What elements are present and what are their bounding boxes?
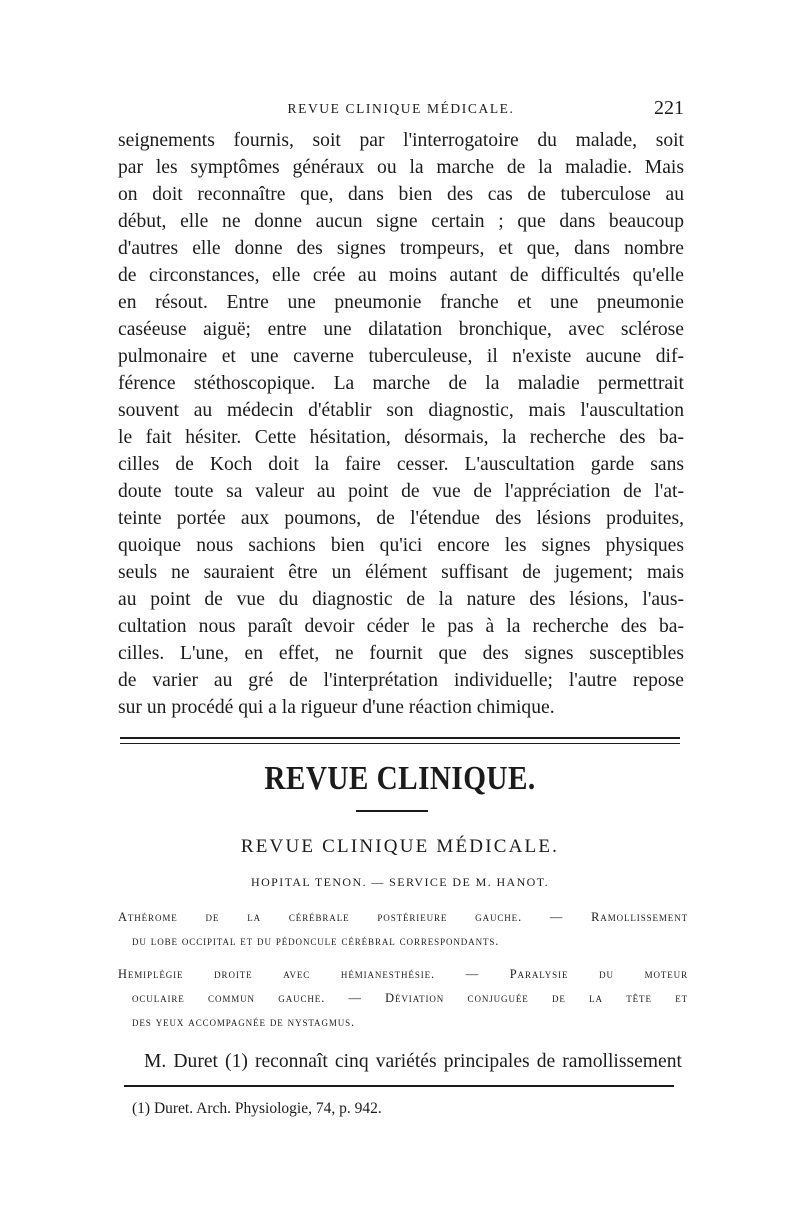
page-number: 221 [654,97,684,119]
body-paragraph [118,127,684,721]
case-title-line: Athérome de la cérébrale postérieure gauche. — Ramollissement [118,910,688,924]
section-title: REVUE CLINIQUE. [264,760,536,797]
body-line: le fait hésiter. Cette hésitation, désormais, la recherche des ba- [118,427,684,448]
running-title: REVUE CLINIQUE MÉDICALE. [287,101,515,116]
body-line: doute toute sa valeur au point de vue de l'appréciation de l'at- [118,481,684,502]
case-title [118,905,688,953]
body-line: seignements fournis, soit par l'interrogatoire du malade, soit [118,130,684,151]
footnote: (1) Duret. Arch. Physiologie, 74, p. 942. [132,1100,382,1117]
body-line: pulmonaire et une caverne tuberculeuse, il n'existe aucune dif- [118,346,684,367]
body-line: de varier au gré de l'interprétation individuelle; l'autre repose [118,670,684,691]
body-line: au point de vue du diagnostic de la nature des lésions, l'aus- [118,589,684,610]
body-line: seuls ne sauraient être un élément suffisant de jugement; mais [118,562,684,583]
intro-paragraph: M. Duret (1) reconnaît cinq variétés principales de ramollissement [144,1051,682,1072]
body-line: quoique nous sachions bien qu'ici encore les signes physiques [118,535,684,556]
body-line: cultation nous paraît devoir céder le pas à la recherche des ba- [118,616,684,637]
body-line: teinte portée aux poumons, de l'étendue des lésions produites, [118,508,684,529]
body-line: de circonstances, elle crée au moins autant de difficultés qu'elle [118,265,684,286]
title-underline [356,810,428,812]
section-divider [120,737,680,744]
hospital-line: HOPITAL TENON. — SERVICE DE M. HANOT. [251,875,549,889]
body-line: cilles. L'une, en effet, ne fournit que des signes susceptibles [118,643,684,664]
case-title-line: du lobe occipital et du pédoncule cérébral correspondants. [132,934,500,948]
body-line: souvent au médecin d'établir son diagnostic, mais l'auscultation [118,400,684,421]
running-head [118,97,684,121]
body-line: on doit reconnaître que, dans bien des cas de tuberculose au [118,184,684,205]
case-title-line: oculaire commun gauche. — Déviation conjuguée de la tête et [132,991,688,1005]
body-line: caséeuse aiguë; entre une dilatation bronchique, avec sclérose [118,319,684,340]
body-line: début, elle ne donne aucun signe certain ; que dans beaucoup [118,211,684,232]
body-line: cilles de Koch doit la faire cesser. L'auscultation garde sans [118,454,684,475]
case-title [118,962,688,1034]
case-title-line: Hemiplégie droite avec hémianesthésie. — Paralysie du moteur [118,967,688,981]
body-line: d'autres elle donne des signes trompeurs, et que, dans nombre [118,238,684,259]
body-line: sur un procédé qui a la rigueur d'une réaction chimique. [118,697,555,718]
case-title-line: des yeux accompagnée de nystagmus. [132,1015,356,1029]
body-line: par les symptômes généraux ou la marche de la maladie. Mais [118,157,684,178]
body-line: en résout. Entre une pneumonie franche et une pneumonie [118,292,684,313]
footnote-rule [124,1085,674,1087]
subsection-title: REVUE CLINIQUE MÉDICALE. [240,836,560,857]
body-line: férence stéthoscopique. La marche de la maladie permettrait [118,373,684,394]
